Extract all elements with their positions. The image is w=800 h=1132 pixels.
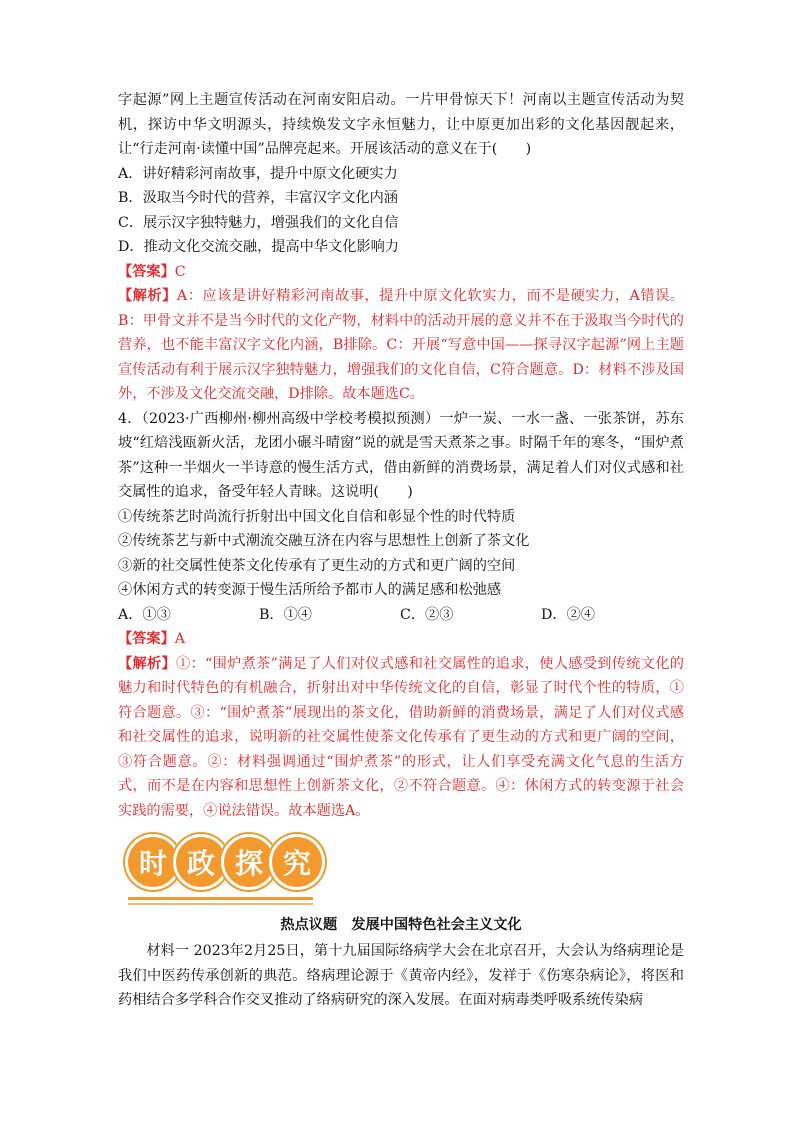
q4-option-d: D．②④ [541,606,595,623]
banner-char-4: 究 [272,837,322,887]
q4-option-c: C．②③ [400,606,454,623]
section-banner [118,829,318,907]
q4-answer-label: 【答案】 [118,631,175,647]
q4-analysis-text: ①：“围炉煮茶”满足了人们对仪式感和社交属性的追求，使人感受到传统文化的魅力和时代特色的有机融合，折射出对中华传统文化的自信，彰显了时代个性的特质，①符合题意。③：“围炉煮茶”展现出的茶文化，借助新鲜的消费场景，满足了人们对仪式感和社交属性的追求，说明新的社交属性使茶文化传承有了更生动的方式和更广阔的空间，③符合题意。②：材料强调通过“围炉煮茶”的形式，让人们享受充满文化气息的生活方式，而不是在内容和思想性上创新茶文化，②不符合题意。④：休闲方式的转变源于社会实践的需要，④说法错误。故本题选A。 [118,655,684,819]
hot-topic-title: 热点议题 发展中国特色社会主义文化 [280,917,522,933]
q3-option-d: D．推动文化交流交融，提高中华文化影响力 [118,239,399,255]
q3-answer-label: 【答案】 [118,263,175,280]
q4-answer [118,627,684,652]
banner-underline [128,897,313,900]
q4-statement-3: ③新的社交属性使茶文化传承有了更生动的方式和更广阔的空间 [118,557,516,574]
banner-char-1: 时 [128,837,178,887]
q4-statement-2: ②传统茶艺与新中式潮流交融互济在内容与思想性上创新了茶文化 [118,533,530,549]
q4-stem: 4．（2023·广西柳州·柳州高级中学校考模拟预测）一炉一炭、一水一盏、一张茶饼，苏东坡“红焙浅瓯新火活，龙团小碾斗晴窗”说的就是雪天煮茶之事。时隔千年的寒冬，“围炉煮茶”这种一半烟火一半诗意的慢生活方式，借由新鲜的消费场景，满足着人们对仪式感和社交属性的追求，备受年轻人青睐。这说明( ) [118,410,684,500]
q4-statement-4: ④休闲方式的转变源于慢生活所给予都市人的满足感和松弛感 [118,582,502,598]
q3-analysis-text: A：应该是讲好精彩河南故事，提升中原文化软实力，而不是硬实力，A错误。B：甲骨文并不是当今时代的文化产物，材料中的活动开展的意义并不在于汲取当今时代的营养，也不能丰富汉字文化内涵，B排除。C：开展“写意中国——探寻汉字起源”网上主题宣传活动有利于展示汉字独特魅力，增强我们的文化自信，C符合题意。D：材料不涉及国外，不涉及文化交流交融，D排除。故本题选C。 [118,288,684,402]
q4-options [118,603,684,628]
q3-option-c: C．展示汉字独特魅力，增强我们的文化自信 [118,214,399,231]
document-page [118,88,684,1013]
q4-option-a: A．①③ [118,606,171,623]
q3-option-a: A．讲好精彩河南故事，提升中原文化硬实力 [118,165,398,182]
q3-analysis-label: 【解析】 [118,288,177,304]
q4-analysis-label: 【解析】 [118,655,177,672]
material-one: 材料一 2023年2月25日，第十九届国际络病学大会在北京召开，大会认为络病理论是我们中医药传承创新的典范。络病理论源于《黄帝内经》，发祥于《伤寒杂病论》，将医和药相结合多学科合作交叉推动了络病研究的深入发展。在面对病毒类呼吸系统传染病 [118,943,684,1008]
q3-option-b: B．汲取当今时代的营养，丰富汉字文化内涵 [118,190,398,206]
q3-answer [118,260,684,285]
q4-option-b: B．①④ [259,606,312,623]
q4-answer-value: A [174,631,186,647]
banner-underline-thin [128,903,313,905]
q3-analysis [118,284,684,407]
q3-stem: 字起源”网上主题宣传活动在河南安阳启动。一片甲骨惊天下！河南以主题宣传活动为契机，探访中华文明源头，持续焕发文字永恒魅力，让中原更加出彩的文化基因靓起来，让“行走河南·读懂中国”品牌亮起来。开展该活动的意义在于( ) [118,92,684,157]
banner-char-2: 政 [176,837,226,887]
q3-answer-value: C [174,263,186,280]
banner-char-3: 探 [224,837,274,887]
q4-statement-1: ①传统茶艺时尚流行折射出中国文化自信和彰显个性的时代特质 [118,508,516,525]
q4-analysis [118,652,684,824]
